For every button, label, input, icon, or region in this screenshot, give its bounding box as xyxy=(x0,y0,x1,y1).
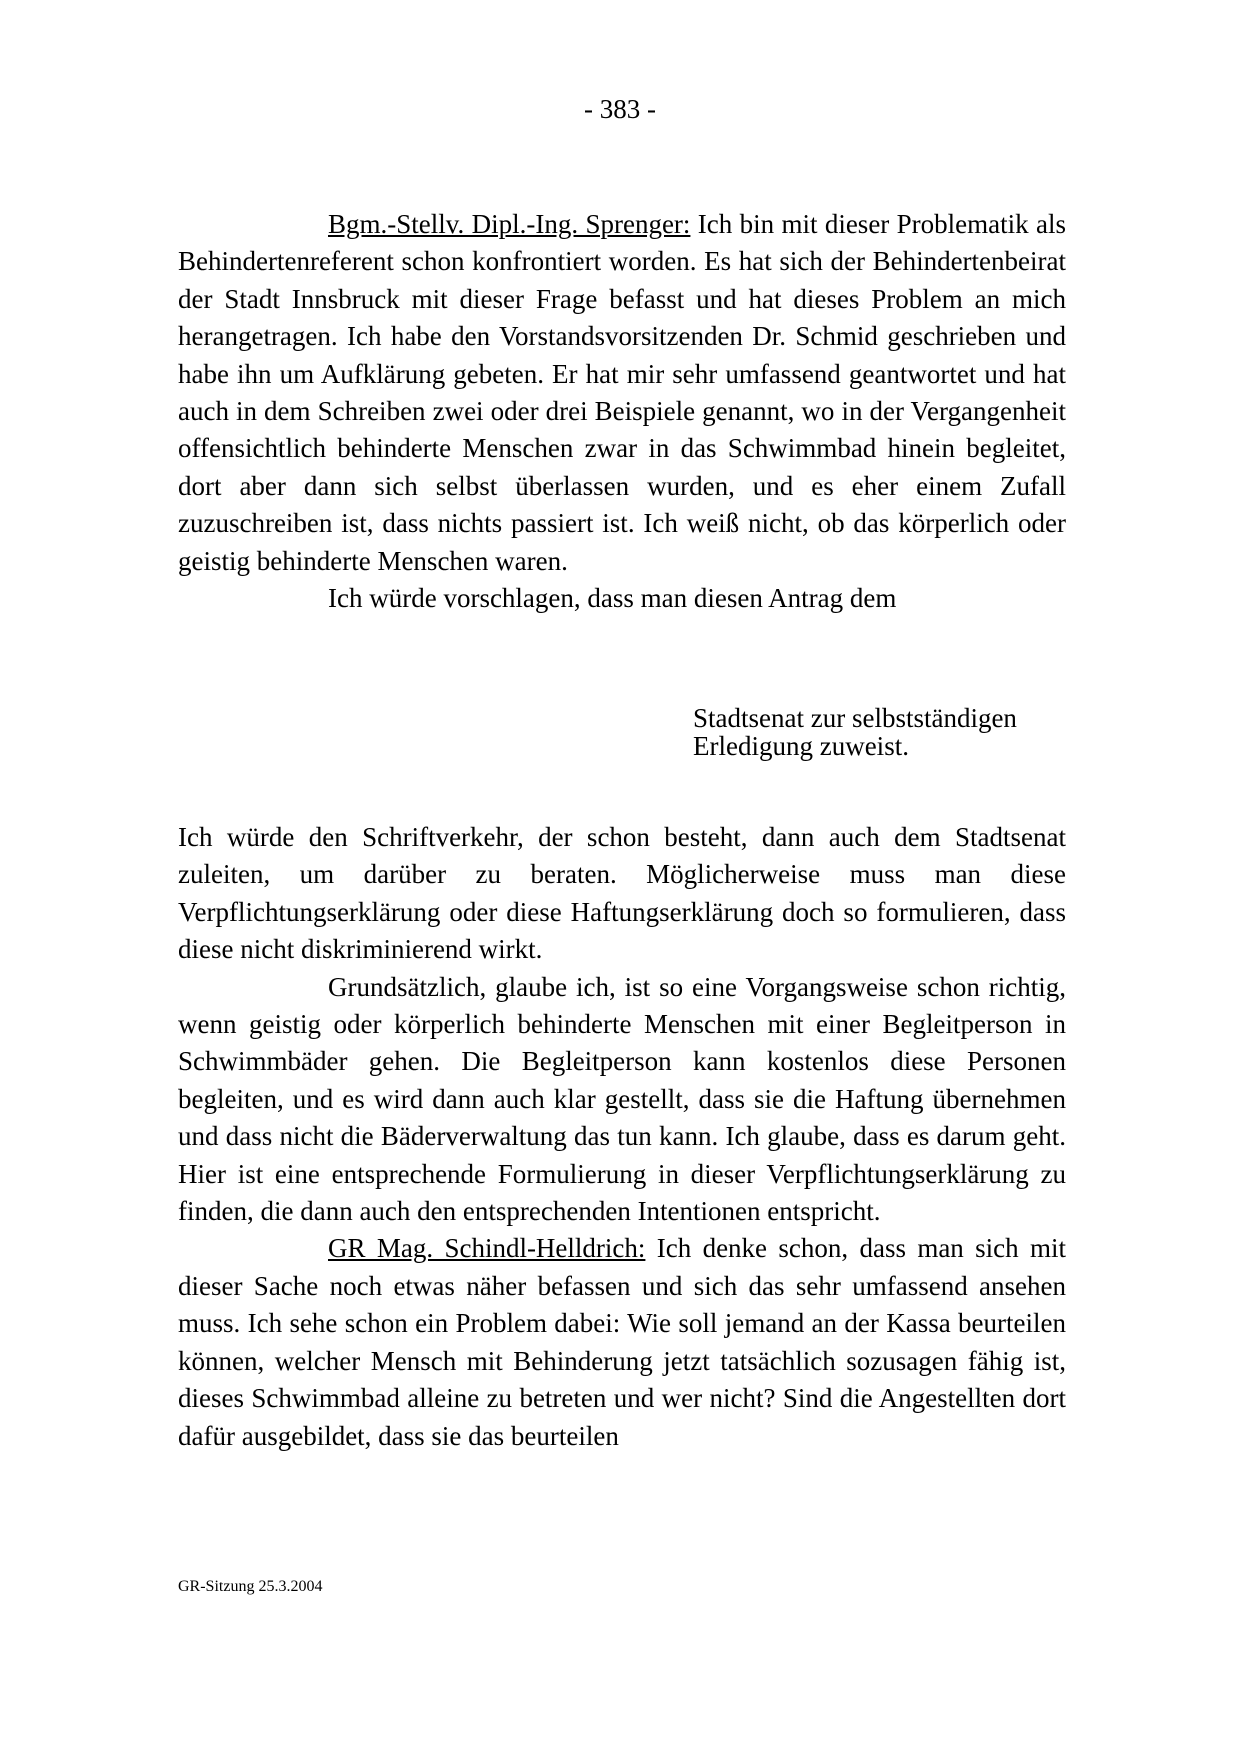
paragraph-text: Ich denke schon, dass man sich mit dieser Sache noch etwas näher befassen und sich das sehr umfassend ansehen muss. Ich sehe schon ein Problem dabei: Wie soll jemand an der Kassa beurteilen können, welcher Mensch mit Behinderung jetzt tatsächlich sozusagen fähig ist, dieses Schwimmbad alleine zu betreten und wer nicht? Sind die Angestellten dort dafür ausgebildet, dass sie das beurteilen xyxy=(178,1233,1066,1451)
paragraph-text: Ich würde vorschlagen, dass man diesen Antrag dem xyxy=(328,583,897,614)
motion-block xyxy=(693,704,1066,760)
page-number: - 383 - xyxy=(584,94,656,124)
text-block-bottom xyxy=(178,819,1066,1455)
paragraph-proposal xyxy=(178,580,1066,617)
paragraph-text: Grundsätzlich, glaube ich, ist so eine Vorgangsweise schon richtig, wenn geistig oder körperlich behinderte Menschen mit einer Begleitperson in Schwimmbäder gehen. Die Begleitperson kann kostenlos diese Personen begleiten, und es wird dann auch klar gestellt, dass sie die Haftung übernehmen und dass nicht die Bäderverwaltung das tun kann. Ich glaube, dass es darum geht. Hier ist eine entsprechende Formulierung in dieser Verpflichtungserklärung zu finden, die dann auch den entsprechenden Intentionen entspricht. xyxy=(178,971,1066,1227)
footer-session: GR-Sitzung 25.3.2004 xyxy=(178,1578,323,1595)
speaker-name: GR Mag. Schindl-Helldrich: xyxy=(328,1233,646,1264)
paragraph-text: Ich bin mit dieser Problematik als Behindertenreferent schon konfrontiert worden. Es hat sich der Behindertenbeirat der Stadt Innsbruck mit dieser Frage befasst und hat dieses Problem an mich herangetragen. Ich habe den Vorstandsvorsitzenden Dr. Schmid geschrieben und habe ihn um Aufklärung gebeten. Er hat mir sehr umfassend geantwortet und hat auch in dem Schreiben zwei oder drei Beispiele genannt, wo in der Vergangenheit offensichtlich behinderte Menschen zwar in das Schwimmbad hinein begleitet, dort aber dann sich selbst überlassen wurden, und es eher einem Zufall zuzuschreiben ist, dass nichts passiert ist. Ich weiß nicht, ob das körperlich oder geistig behinderte Menschen waren. xyxy=(178,209,1066,576)
speaker-name: Bgm.-Stellv. Dipl.-Ing. Sprenger: xyxy=(328,209,691,239)
paragraph-schriftverkehr xyxy=(178,819,1066,969)
motion-line: Erledigung zuweist. xyxy=(693,731,909,761)
paragraph-grundsaetzlich xyxy=(178,969,1066,1231)
text-block-top xyxy=(178,206,1066,617)
paragraph-text: Ich würde den Schriftverkehr, der schon besteht, dann auch dem Stadtsenat zuleiten, um darüber zu beraten. Möglicherweise muss man diese Verpflichtungserklärung oder diese Haftungserklärung doch so formulieren, dass diese nicht diskriminierend wirkt. xyxy=(178,822,1066,965)
paragraph-sprenger xyxy=(178,206,1066,580)
paragraph-schindl-helldrich xyxy=(178,1230,1066,1454)
motion-line: Stadtsenat zur selbstständigen xyxy=(693,703,1017,733)
